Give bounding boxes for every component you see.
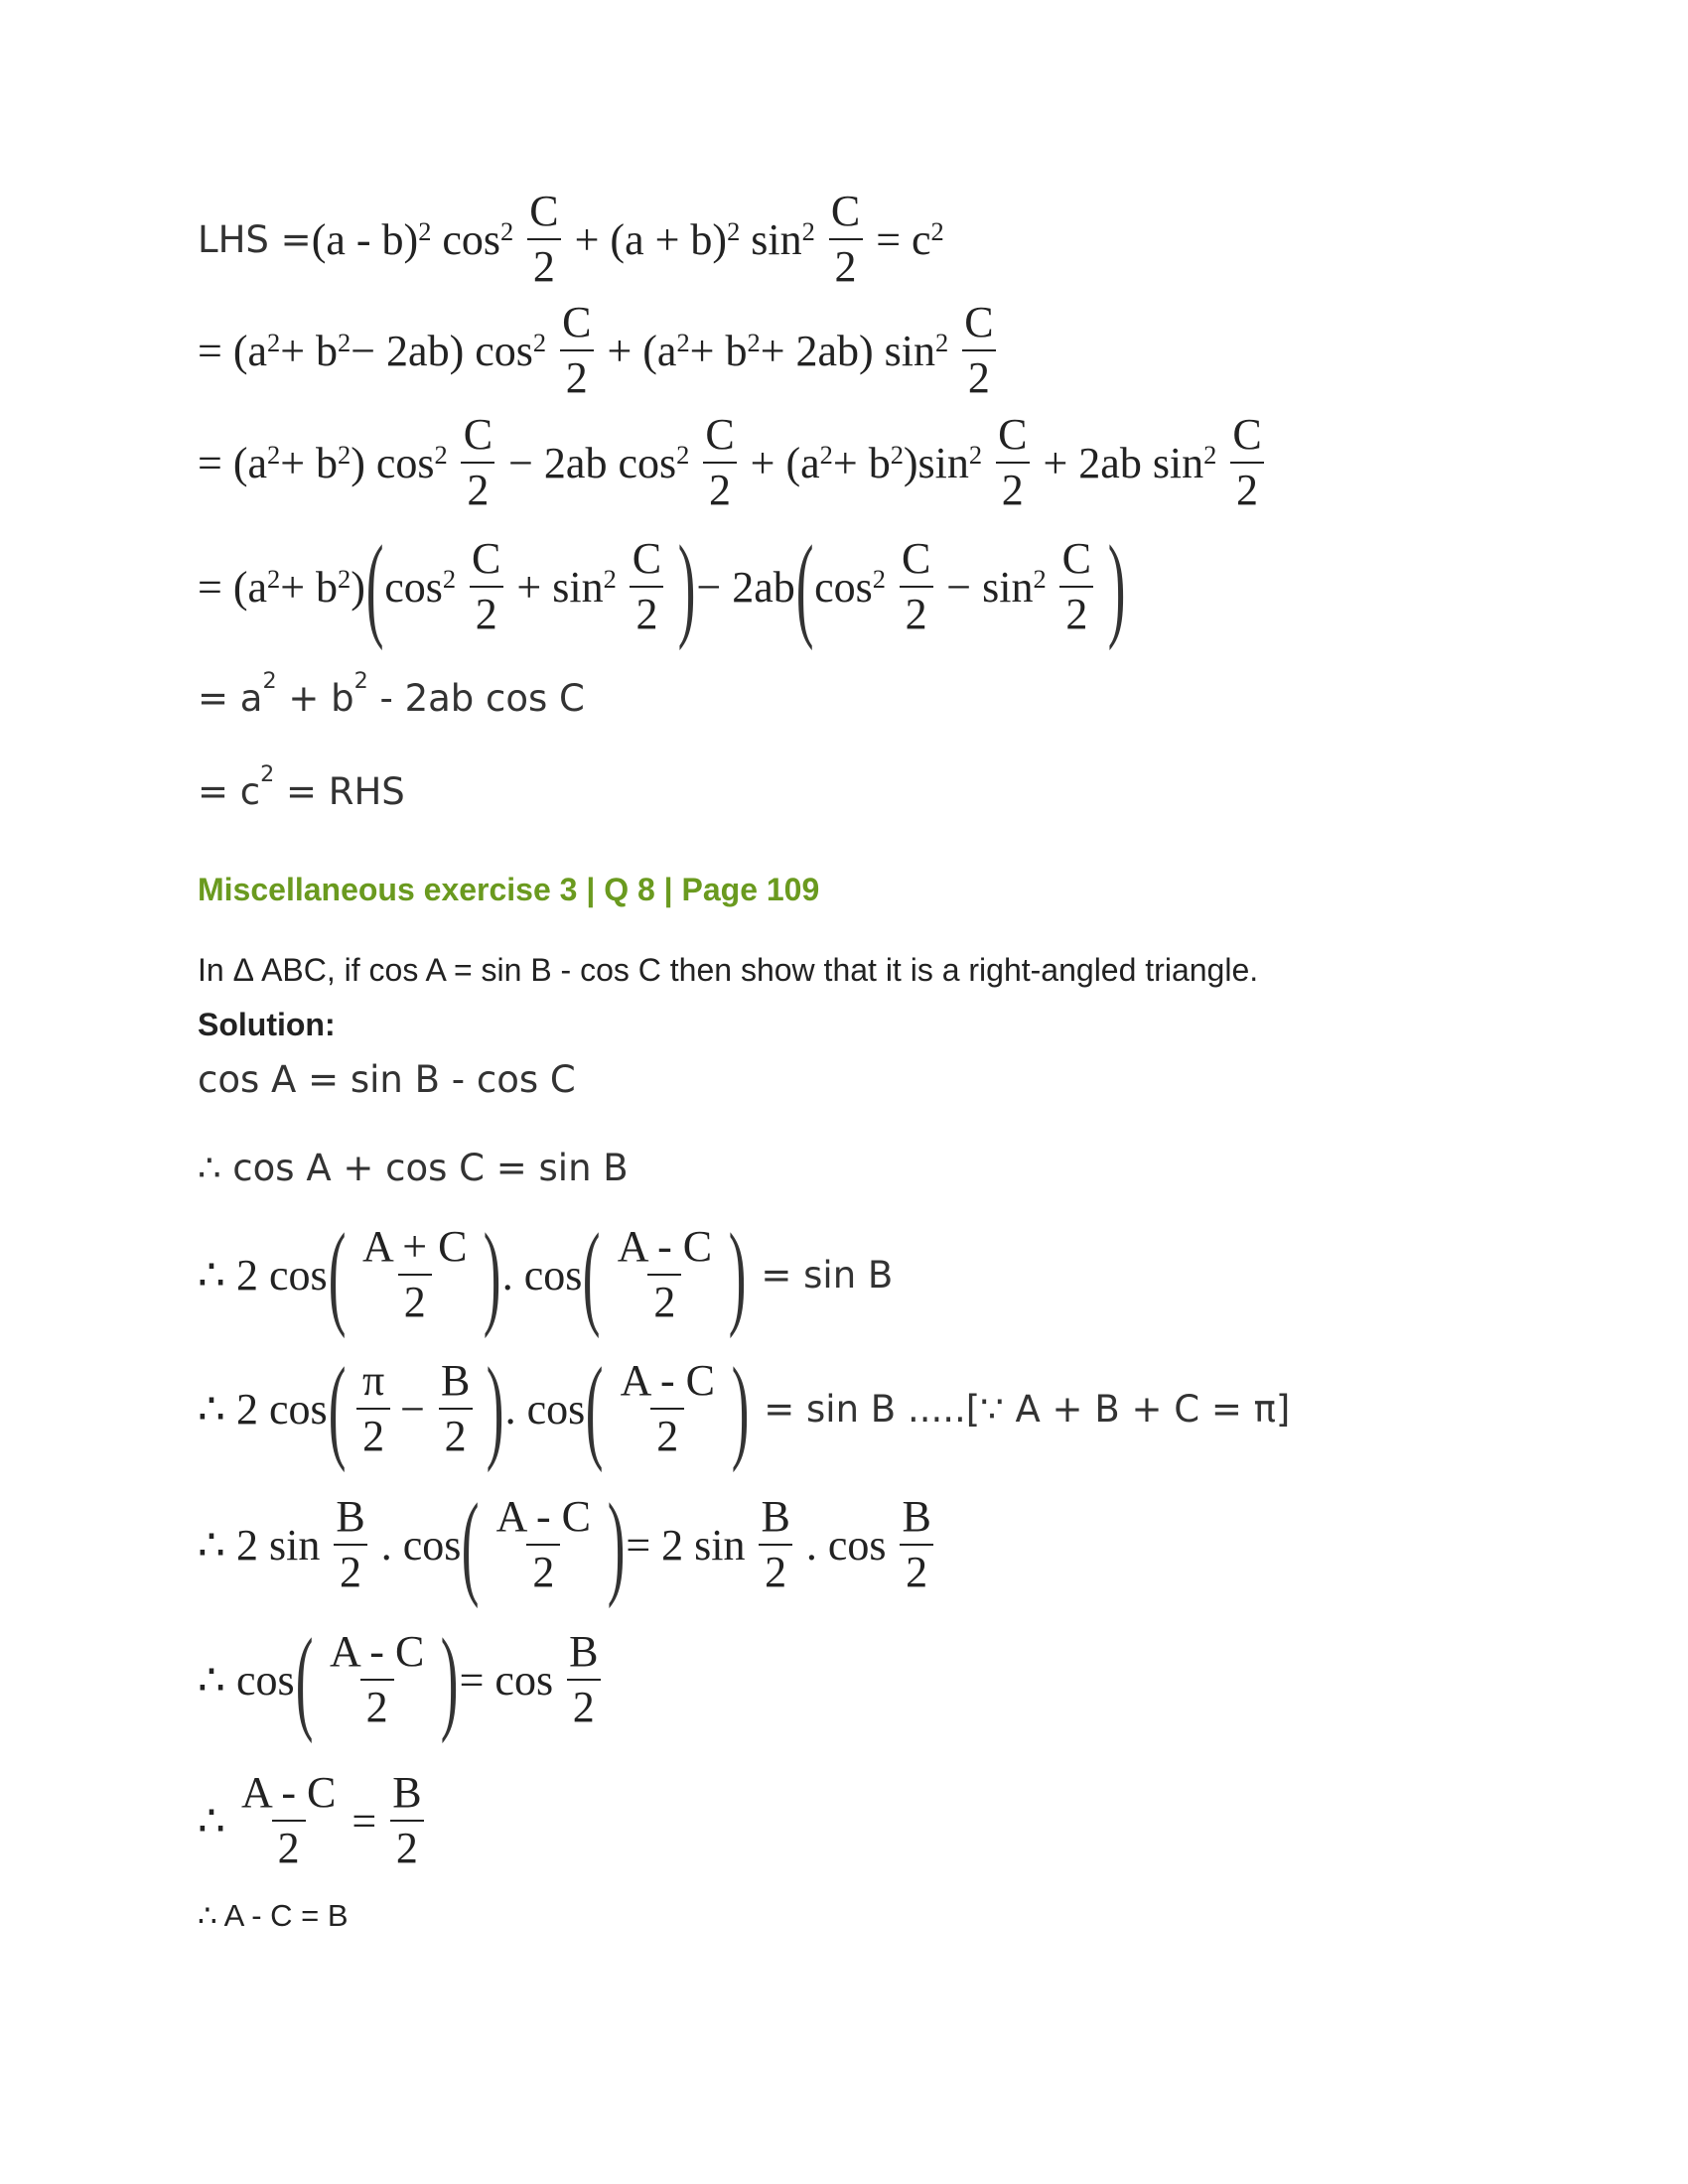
- math-expr: ∴ cos ( $\frac{A - C}{2}$ ) = cos $\frac{B}{2}$: [198, 1621, 614, 1738]
- fraction: $\frac{A - C}{2}$: [241, 1768, 337, 1873]
- text-expr: ∴ A - C = B: [198, 1898, 349, 1933]
- proof-line-4: [198, 521, 1126, 651]
- proof-line-3: [198, 412, 1278, 513]
- fraction: $\frac{A + C}{2}$: [361, 1221, 468, 1326]
- left-paren: (: [328, 1343, 347, 1473]
- right-paren: ): [1107, 521, 1126, 651]
- fraction: $\frac{B}{2}$: [330, 1494, 370, 1595]
- math-expr: = (a $^2$ + b $^2$ ) ( cos $^2$ $\frac{C}{2}$ + sin $^2$ $\frac{C}{2}$ ) − 2ab ( cos $^2$ $\frac{C}{2}$ − sin $^2$ $\frac{C}{2}$ ): [198, 521, 1126, 651]
- left-paren: (: [583, 1209, 601, 1339]
- text-expr: = $a^2 + b^2 - 2ab$ cos C: [198, 668, 585, 720]
- math-expr: ∴ 2 cos ( $\frac{A + C}{2}$ ) . cos ( $\frac{A - C}{2}$ ) = sin B: [198, 1209, 894, 1339]
- exercise-heading[interactable]: Miscellaneous exercise 3 | Q 8 | Page 109: [198, 872, 820, 907]
- right-paren: ): [484, 1209, 501, 1339]
- fraction: $\frac{A - C}{2}$: [620, 1355, 715, 1460]
- solution-line-7: [198, 1770, 438, 1871]
- proof-line-1: [198, 189, 944, 290]
- solution-line-4: [198, 1343, 1291, 1473]
- solution-line-5: [198, 1479, 947, 1609]
- solution-line-2: [198, 1147, 629, 1189]
- right-paren: ): [441, 1614, 459, 1744]
- fraction: $\frac{C}{2}$: [699, 412, 740, 513]
- fraction: $\frac{C}{2}$: [958, 300, 999, 401]
- fraction: $\frac{C}{2}$: [466, 536, 506, 637]
- right-paren: ): [728, 1209, 747, 1339]
- fraction: $\frac{B}{2}$: [563, 1629, 604, 1730]
- fraction: $\frac{A - C}{2}$: [495, 1491, 592, 1596]
- fraction: $\frac{C}{2}$: [1056, 536, 1097, 637]
- math-expr: = (a $^2$ + b $^2$ − 2ab) cos $^2$ $\frac{C}{2}$ + (a $^2$ + b $^2$ + 2ab) sin $^2$ $\frac{C}{2}$: [198, 300, 1010, 401]
- fraction: $\frac{C}{2}$: [825, 189, 866, 290]
- left-paren: (: [295, 1614, 314, 1744]
- fraction: $\frac{B}{2}$: [755, 1494, 795, 1595]
- solution-label: Solution:: [198, 1007, 336, 1042]
- proof-line-6: [198, 761, 405, 813]
- fraction: $\frac{A - C}{2}$: [329, 1626, 425, 1731]
- right-paren: ): [677, 521, 696, 651]
- text-expr: = $c^2$ = RHS: [198, 761, 405, 813]
- left-paren: (: [462, 1479, 480, 1609]
- fraction: $\frac{C}{2}$: [627, 536, 667, 637]
- fraction: $\frac{C}{2}$: [896, 536, 936, 637]
- math-expr: (a - b) $^2$ cos $^2$ $\frac{C}{2}$ + (a + b) $^2$ sin $^2$ $\frac{C}{2}$ = c $^2$: [311, 187, 944, 292]
- text-expr: ∴ cos A + cos C = sin B: [198, 1147, 629, 1189]
- left-paren: (: [328, 1209, 347, 1339]
- fraction: $\frac{A - C}{2}$: [617, 1221, 713, 1326]
- question-text: In Δ ABC, if cos A = sin B - cos C then show that it is a right-angled triangle.: [198, 952, 1259, 988]
- right-paren: ): [607, 1479, 626, 1609]
- left-paren: (: [795, 521, 814, 651]
- math-expr: ∴ 2 sin $\frac{B}{2}$ . cos ( $\frac{A - C}{2}$ ) = 2 sin $\frac{B}{2}$ . cos $\frac{B}{2}$: [198, 1486, 947, 1603]
- fraction: $\frac{B}{2}$: [897, 1494, 937, 1595]
- solution-line-6: [198, 1614, 614, 1744]
- math-expr: = (a $^2$ + b $^2$ ) cos $^2$ $\frac{C}{2}$ − 2ab cos $^2$ $\frac{C}{2}$ + (a $^2$ + b $^2$ )sin $^2$ $\frac{C}{2}$ + 2ab sin $^2$ $\frac{C}{2}$: [198, 412, 1278, 513]
- left-paren: (: [365, 521, 384, 651]
- solution-line-1: [198, 1058, 576, 1101]
- left-paren: (: [586, 1343, 604, 1473]
- text-expr: cos A = sin B - cos C: [198, 1058, 576, 1101]
- proof-line-2: [198, 300, 1010, 401]
- fraction: $\frac{C}{2}$: [556, 300, 597, 401]
- fraction: $\frac{B}{2}$: [386, 1770, 427, 1871]
- fraction: $\frac{C}{2}$: [458, 412, 498, 513]
- solution-line-8: [198, 1898, 349, 1934]
- solution-line-3: [198, 1209, 894, 1339]
- fraction: $\frac{C}{2}$: [523, 189, 564, 290]
- right-paren: ): [487, 1343, 504, 1473]
- right-paren: ): [731, 1343, 750, 1473]
- math-expr: ∴ $\frac{A - C}{2}$ = $\frac{B}{2}$: [198, 1770, 438, 1871]
- fraction: $\frac{B}{2}$: [435, 1358, 476, 1459]
- lhs-label: LHS =: [198, 217, 312, 261]
- math-expr: ∴ 2 cos ( $\frac{\pi}{2}$ − $\frac{B}{2}$ ) . cos ( $\frac{A - C}{2}$ ) = sin B .....[∵ A + B + C = π]: [198, 1343, 1291, 1473]
- fraction: $\frac{\pi}{2}$: [356, 1358, 390, 1459]
- proof-line-5: [198, 668, 585, 720]
- fraction: $\frac{C}{2}$: [1226, 412, 1267, 513]
- fraction: $\frac{C}{2}$: [992, 412, 1033, 513]
